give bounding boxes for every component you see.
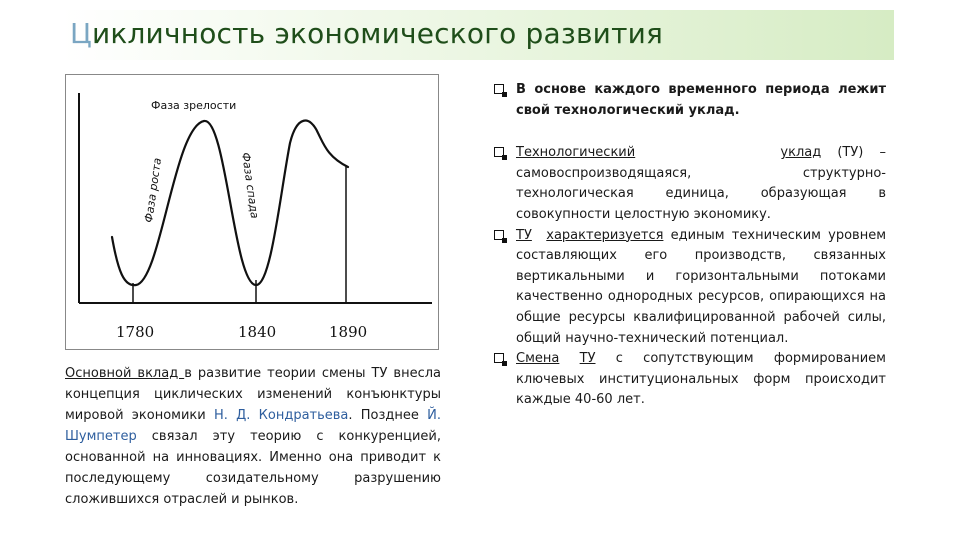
bullet-char-text: единым техническим уровнем составляющих его производств, связанных вертикальными и горизонтальными потоками качественно однородных ресурсов, опирающихся на общие ресурсы квалифицированной рабочей силы, общий научно-технический потенциал. — [516, 227, 887, 346]
caption-name-schumpeter: Й. Шумпетер — [65, 408, 442, 444]
slide-title — [70, 17, 663, 50]
bullet-char-term: ТУ — [516, 227, 532, 243]
checkbox-bullet-icon — [494, 147, 504, 157]
bullet-item-definition — [494, 143, 886, 225]
year-1780-label: 1780 — [116, 323, 155, 341]
year-1890-label: 1890 — [329, 323, 368, 341]
title-first-letter: Ц — [70, 17, 92, 50]
checkbox-bullet-icon — [494, 230, 504, 240]
checkbox-bullet-icon — [494, 353, 504, 363]
title-rest: икличность экономического развития — [91, 17, 664, 50]
phase-decline-label: Фаза спада — [239, 151, 262, 220]
bullet-change-text: с сопутствующим формированием ключевых институциональных форм происходит каждые 40-60 лет. — [516, 351, 886, 408]
caption-text-c: связал эту теорию с конкуренцией, основанной на инновациях. Именно она приводит к последующему созидательному разрушению сложившихся отраслей и рынков. — [65, 429, 441, 507]
cycle-diagram — [65, 74, 439, 350]
definitions-list — [494, 80, 886, 411]
bullet-change-term: Смена — [516, 351, 560, 367]
bullet-item-change — [494, 349, 886, 411]
caption-text-b: . Позднее — [348, 408, 428, 423]
bullet-item-basis — [494, 80, 886, 121]
bullet-char-term2: характеризуется — [546, 227, 664, 243]
phase-growth-label: Фаза роста — [142, 157, 165, 224]
bullet-def-text: (ТУ) – самовоспроизводящаяся, структурно-технологическая единица, образующая в совокупности целостную экономику. — [516, 145, 886, 222]
bullet-def-term: Технологический — [516, 145, 636, 161]
caption-lead: Основной вклад — [65, 366, 185, 381]
cycle-diagram-svg — [66, 75, 440, 351]
bullet-def-term2: уклад — [780, 145, 822, 161]
phase-maturity-label: Фаза зрелости — [151, 99, 237, 112]
bullet-item-characteristics — [494, 226, 886, 350]
checkbox-bullet-icon — [494, 84, 504, 94]
year-1840-label: 1840 — [238, 323, 277, 341]
bullet-basis-text: В основе каждого временного периода лежит свой технологический уклад. — [516, 82, 886, 118]
caption-text-a: в развитие теории смены ТУ внесла концепция циклических изменений конъюнктуры мировой экономики — [65, 366, 441, 423]
bullet-change-term2: ТУ — [579, 351, 596, 367]
kondratiev-caption — [65, 363, 441, 510]
caption-name-kondratiev: Н. Д. Кондратьева — [213, 408, 349, 423]
